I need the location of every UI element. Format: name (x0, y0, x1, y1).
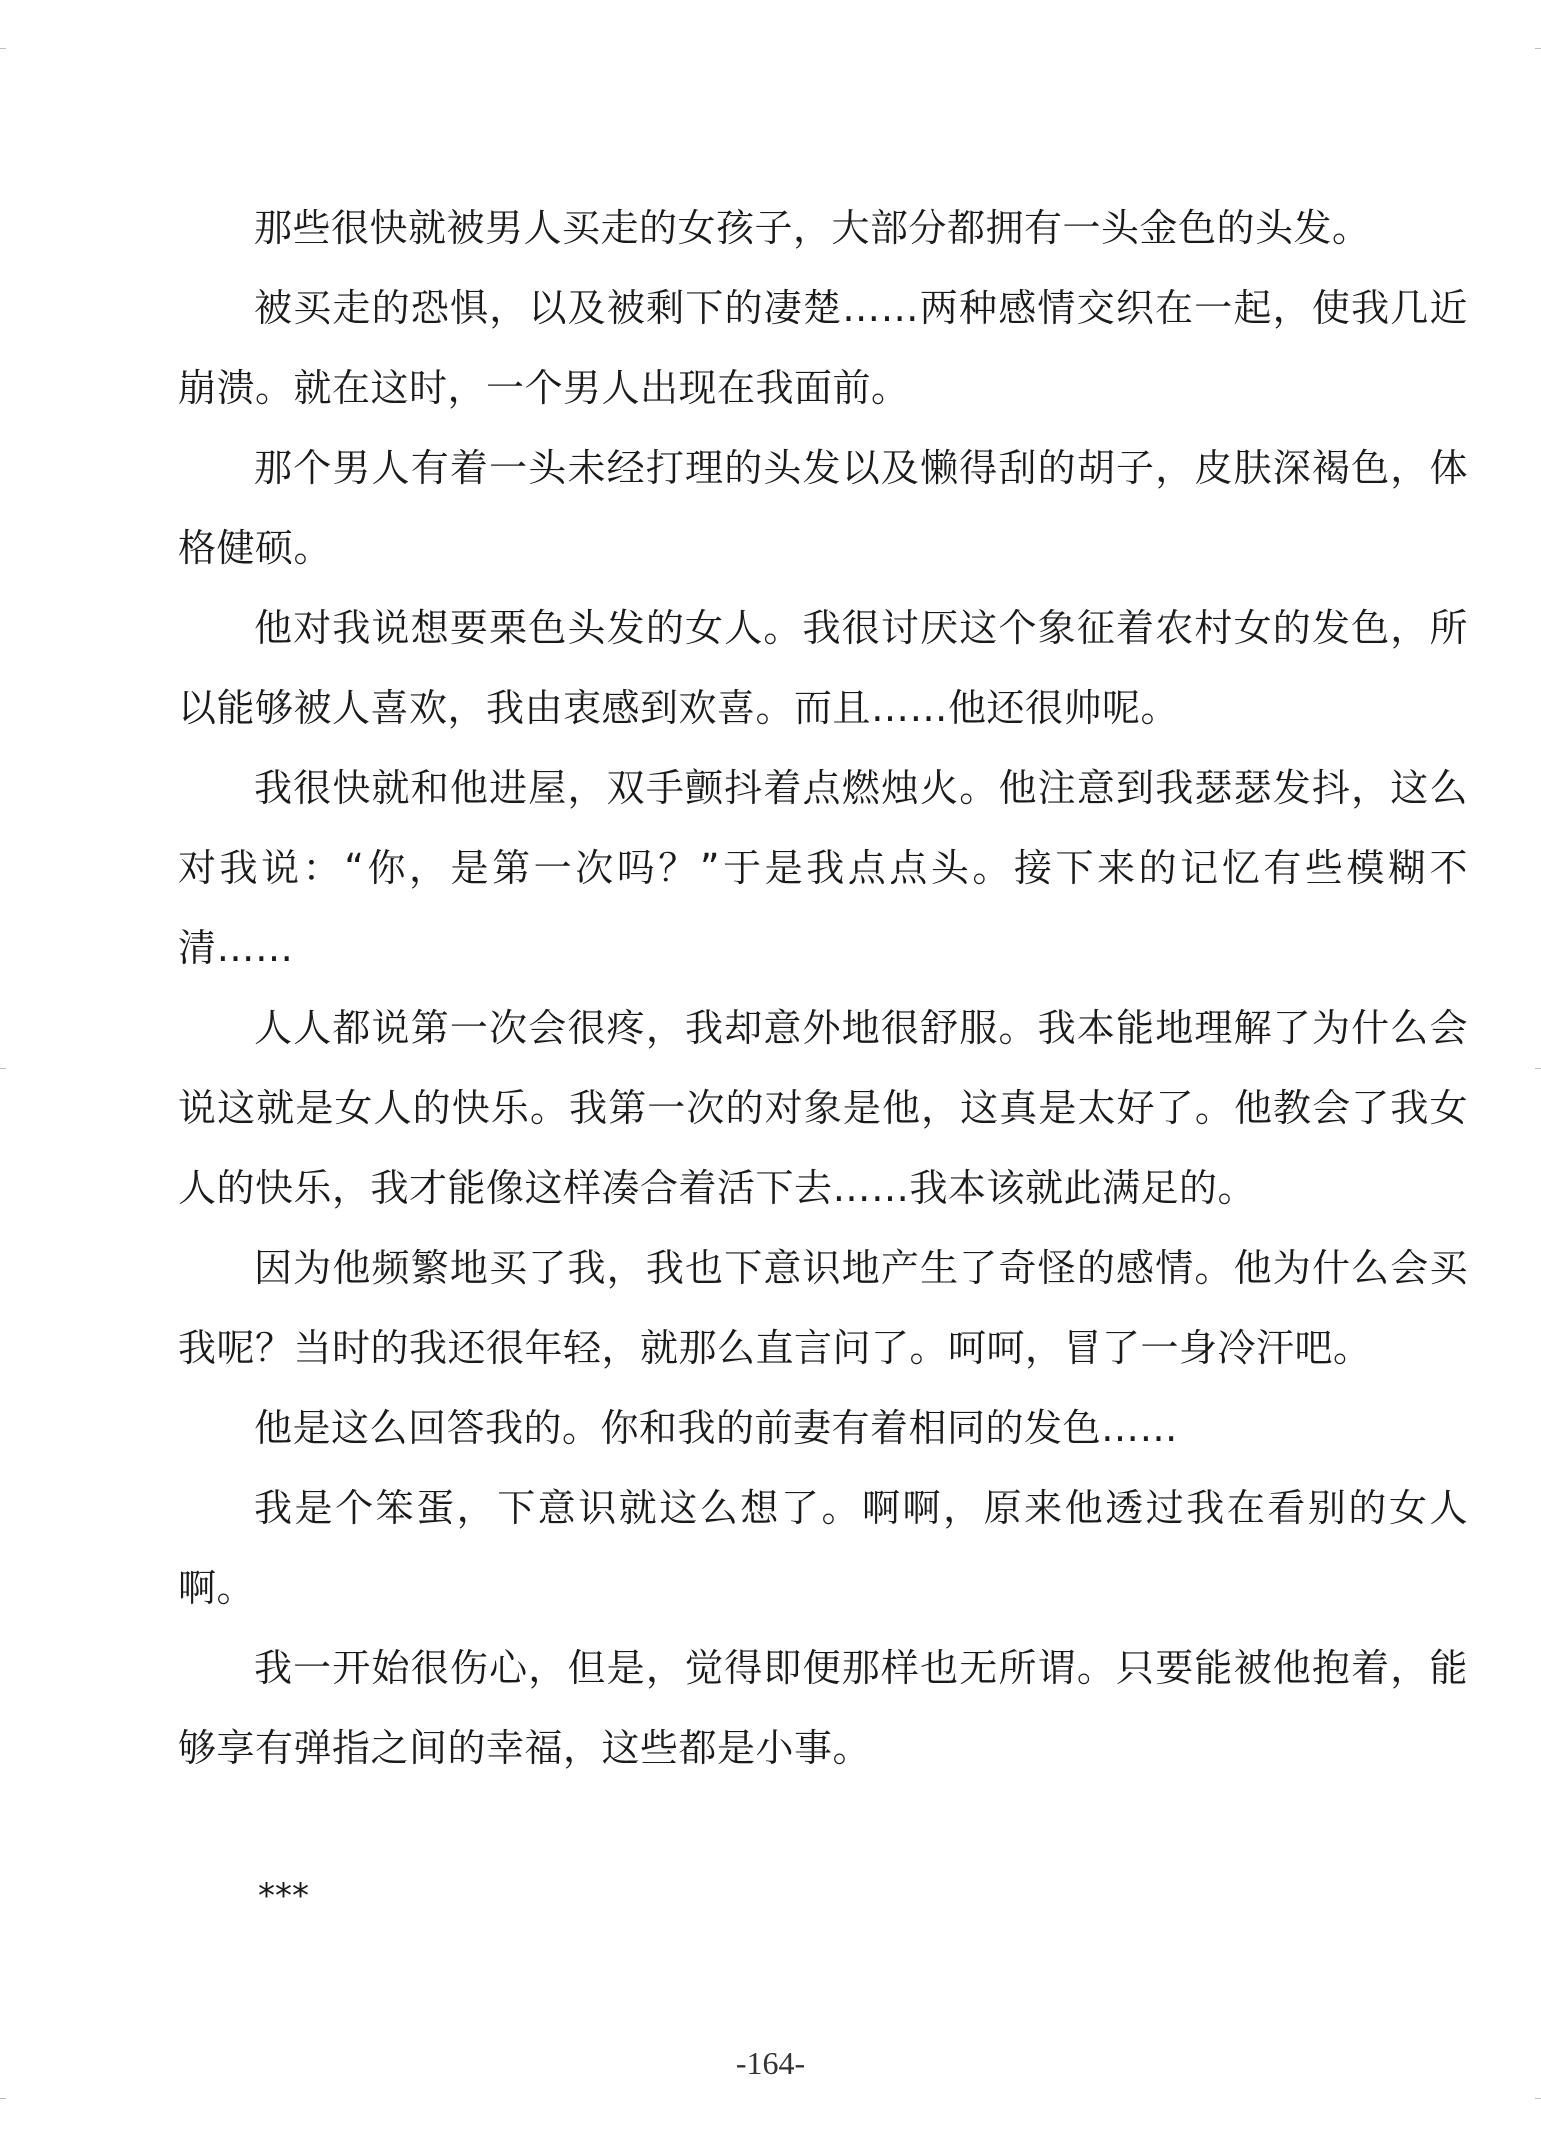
page-edge-mark (0, 48, 6, 49)
paragraph: 因为他频繁地买了我，我也下意识地产生了奇怪的感情。他为什么会买我呢？当时的我还很年轻，就那么直言问了。呵呵，冒了一身冷汗吧。 (178, 1246, 1468, 1370)
paragraph: 我是个笨蛋，下意识就这么想了。啊啊，原来他透过我在看别的女人啊。 (178, 1486, 1468, 1610)
page-number: -164- (735, 2045, 806, 2081)
page-edge-mark (1535, 48, 1541, 49)
paragraph: 那些很快就被男人买走的女孩子，大部分都拥有一头金色的头发。 (254, 206, 1371, 250)
page-edge-mark (1535, 2098, 1541, 2099)
body-text (178, 188, 1468, 1788)
paragraph: 他对我说想要栗色头发的女人。我很讨厌这个象征着农村女的发色，所以能够被人喜欢，我由衷感到欢喜。而且……他还很帅呢。 (178, 606, 1468, 730)
page-edge-mark (0, 1068, 6, 1069)
paragraph: 他是这么回答我的。你和我的前妻有着相同的发色…… (254, 1406, 1179, 1450)
paragraph: 那个男人有着一头未经打理的头发以及懒得刮的胡子，皮肤深褐色，体格健硕。 (178, 446, 1468, 570)
paragraph: 人人都说第一次会很疼，我却意外地很舒服。我本能地理解了为什么会说这就是女人的快乐。我第一次的对象是他，这真是太好了。他教会了我女人的快乐，我才能像这样凑合着活下去……我本该就此满足的。 (178, 1006, 1468, 1210)
section-separator: *** (258, 1876, 309, 1916)
paragraph: 我很快就和他进屋，双手颤抖着点燃烛火。他注意到我瑟瑟发抖，这么对我说：“你，是第一次吗？”于是我点点头。接下来的记忆有些模糊不清…… (178, 766, 1468, 970)
paragraph: 我一开始很伤心，但是，觉得即便那样也无所谓。只要能被他抱着，能够享有弹指之间的幸福，这些都是小事。 (178, 1646, 1468, 1770)
page-edge-mark (0, 2098, 6, 2099)
paragraph: 被买走的恐惧，以及被剩下的凄楚……两种感情交织在一起，使我几近崩溃。就在这时，一个男人出现在我面前。 (178, 286, 1468, 410)
page-edge-mark (1535, 1068, 1541, 1069)
